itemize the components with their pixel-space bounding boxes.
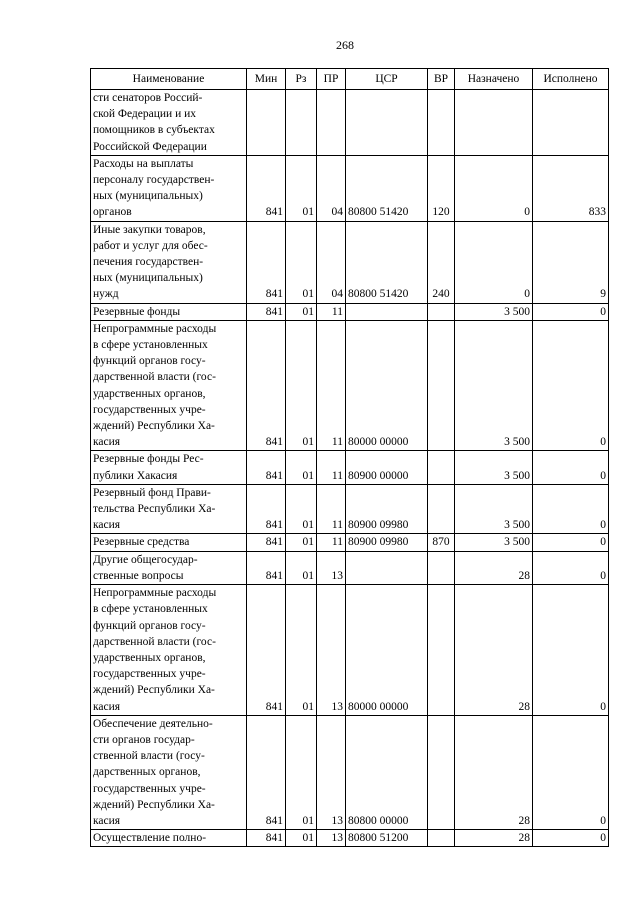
name-line: государственных учре- [93,668,206,681]
cell-rz: 01 [286,830,317,847]
cell-vr [428,830,455,847]
name-line: сти органов государ- [93,733,195,746]
name-line: ждений) Республики Ха- [93,798,215,811]
cell-assigned: 28 [455,715,533,829]
name-line: функций органов госу- [93,355,206,368]
table-row [91,90,609,156]
name-line: ждений) Республики Ха- [93,684,215,697]
cell-rz: 01 [286,484,317,534]
cell-min: 841 [247,830,286,847]
table-row [91,320,609,451]
table-row [91,484,609,534]
cell-name [91,221,247,303]
cell-name [91,551,247,584]
cell-pr: 11 [317,484,346,534]
cell-pr [317,90,346,156]
cell-csr: 80800 51420 [346,155,428,221]
name-line: Резервный фонд Прави- [93,486,211,499]
cell-assigned: 0 [455,155,533,221]
cell-vr [428,320,455,451]
name-line: касия [93,700,121,713]
name-line: Расходы на выплаты [93,157,194,170]
table-body [91,90,609,847]
name-line: ственной власти (госу- [93,750,205,763]
name-line: Обеспечение деятельно- [93,717,213,730]
cell-executed: 0 [533,451,609,484]
name-line: Иные закупки товаров, [93,223,206,236]
cell-pr: 04 [317,155,346,221]
header-executed: Исполнено [533,69,609,90]
cell-name [91,451,247,484]
cell-min: 841 [247,320,286,451]
cell-vr [428,484,455,534]
name-line: персоналу государствен- [93,174,215,187]
name-line: касия [93,436,121,449]
cell-csr: 80900 09980 [346,534,428,551]
cell-name [91,90,247,156]
cell-pr: 11 [317,320,346,451]
cell-vr: 240 [428,221,455,303]
cell-pr: 11 [317,534,346,551]
cell-pr: 11 [317,451,346,484]
cell-csr [346,90,428,156]
name-line: Непрограммные расходы [93,322,217,335]
cell-rz: 01 [286,221,317,303]
cell-pr: 13 [317,551,346,584]
table-row [91,303,609,320]
name-line: Резервные фонды [93,305,181,318]
cell-csr: 80000 00000 [346,585,428,716]
cell-name [91,320,247,451]
cell-executed: 833 [533,155,609,221]
cell-executed: 0 [533,585,609,716]
cell-executed: 0 [533,830,609,847]
cell-executed: 0 [533,715,609,829]
cell-assigned: 28 [455,830,533,847]
cell-min: 841 [247,303,286,320]
cell-min: 841 [247,484,286,534]
name-line: дарственной власти (гос- [93,371,216,384]
cell-rz: 01 [286,303,317,320]
table-row [91,585,609,716]
cell-rz: 01 [286,451,317,484]
cell-rz: 01 [286,155,317,221]
header-vr: ВР [428,69,455,90]
cell-pr: 04 [317,221,346,303]
name-line: органов [93,206,132,219]
header-rz: Рз [286,69,317,90]
cell-assigned: 3 500 [455,320,533,451]
name-line: сти сенаторов Россий- [93,92,203,104]
cell-min: 841 [247,715,286,829]
cell-csr: 80900 09980 [346,484,428,534]
cell-vr [428,451,455,484]
name-line: Другие общегосудар- [93,553,198,566]
header-name: Наименование [91,69,247,90]
table-row [91,715,609,829]
name-line: касия [93,519,121,532]
cell-name [91,484,247,534]
cell-assigned: 28 [455,551,533,584]
name-line: в сфере установленных [93,603,208,616]
cell-assigned: 0 [455,221,533,303]
cell-pr: 13 [317,830,346,847]
name-line: дарственной власти (гос- [93,635,216,648]
table-row [91,221,609,303]
budget-table [90,68,609,847]
cell-executed: 0 [533,484,609,534]
name-line: ударственных органов, [93,651,206,664]
name-line: дарственных органов, [93,766,201,779]
name-line: государственных учре- [93,403,206,416]
cell-vr [428,551,455,584]
name-line: ждений) Республики Ха- [93,420,215,433]
name-line: публики Хакасия [93,469,178,482]
name-line: ской Федерации и их [93,108,197,121]
cell-min: 841 [247,451,286,484]
cell-csr: 80800 51200 [346,830,428,847]
name-line: Осуществление полно- [93,832,207,845]
cell-csr: 80800 51420 [346,221,428,303]
cell-assigned: 28 [455,585,533,716]
header-min: Мин [247,69,286,90]
cell-assigned [455,90,533,156]
table-row [91,451,609,484]
name-line: Российской Федерации [93,140,207,153]
name-line: печения государствен- [93,256,204,269]
cell-rz: 01 [286,715,317,829]
table-row [91,155,609,221]
cell-vr: 120 [428,155,455,221]
cell-csr: 80900 00000 [346,451,428,484]
cell-assigned: 3 500 [455,451,533,484]
header-assigned: Назначено [455,69,533,90]
cell-name [91,303,247,320]
cell-csr [346,303,428,320]
cell-vr [428,90,455,156]
cell-min: 841 [247,534,286,551]
cell-assigned: 3 500 [455,534,533,551]
cell-min: 841 [247,585,286,716]
cell-rz [286,90,317,156]
cell-vr [428,585,455,716]
cell-vr [428,715,455,829]
name-line: в сфере установленных [93,339,208,352]
cell-vr [428,303,455,320]
table-row [91,534,609,551]
cell-name [91,155,247,221]
name-line: тельства Республики Ха- [93,503,216,516]
name-line: Резервные средства [93,536,190,549]
table-header-row [91,69,609,90]
cell-pr: 13 [317,715,346,829]
name-line: ных (муниципальных) [93,272,203,285]
cell-name [91,585,247,716]
header-pr: ПР [317,69,346,90]
name-line: ственные вопросы [93,569,184,582]
cell-pr: 11 [317,303,346,320]
name-line: государственных учре- [93,782,206,795]
cell-min: 841 [247,551,286,584]
name-line: касия [93,814,121,827]
cell-csr: 80800 00000 [346,715,428,829]
cell-name [91,715,247,829]
name-line: работ и услуг для обес- [93,239,208,252]
cell-rz: 01 [286,585,317,716]
cell-executed: 9 [533,221,609,303]
cell-executed: 0 [533,551,609,584]
cell-name [91,534,247,551]
cell-csr [346,551,428,584]
cell-rz: 01 [286,320,317,451]
name-line: ных (муниципальных) [93,190,203,203]
cell-executed: 0 [533,303,609,320]
name-line: Резервные фонды Рес- [93,453,204,466]
table-row [91,551,609,584]
cell-assigned: 3 500 [455,303,533,320]
cell-name [91,830,247,847]
table-row [91,830,609,847]
name-line: Непрограммные расходы [93,587,217,600]
cell-pr: 13 [317,585,346,716]
page-number: 268 [336,38,354,52]
cell-rz: 01 [286,551,317,584]
cell-csr: 80000 00000 [346,320,428,451]
header-csr: ЦСР [346,69,428,90]
cell-executed: 0 [533,534,609,551]
cell-rz: 01 [286,534,317,551]
cell-min: 841 [247,155,286,221]
name-line: ударственных органов, [93,387,206,400]
cell-executed [533,90,609,156]
cell-executed: 0 [533,320,609,451]
name-line: нужд [93,288,119,301]
name-line: помощников в субъектах [93,124,215,137]
name-line: функций органов госу- [93,619,206,632]
cell-vr: 870 [428,534,455,551]
cell-assigned: 3 500 [455,484,533,534]
cell-min: 841 [247,221,286,303]
cell-min [247,90,286,156]
